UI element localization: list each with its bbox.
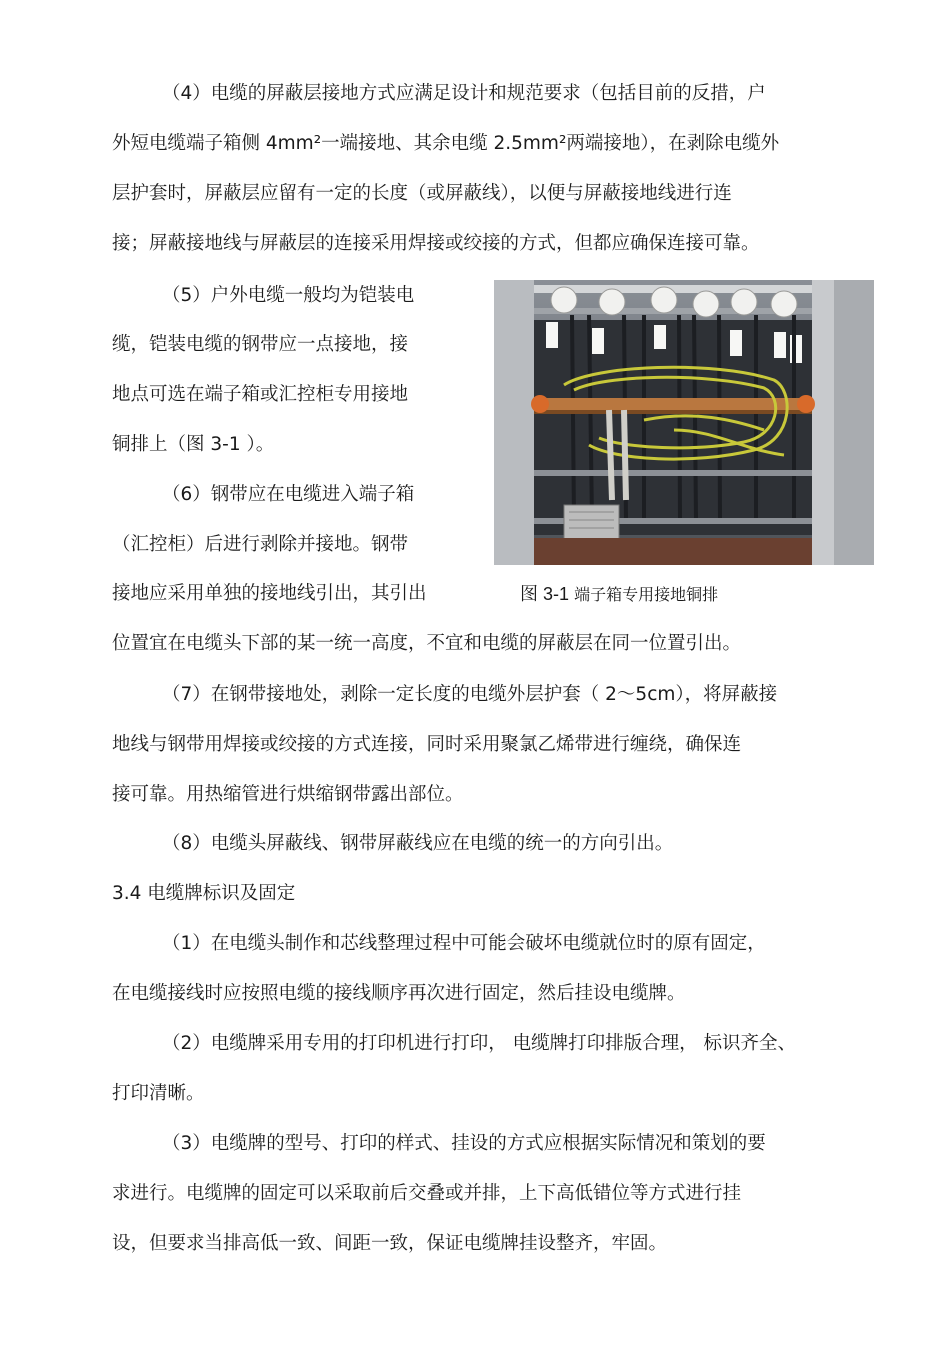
para4-line4: 接；屏蔽接地线与屏蔽层的连接采用焊接或绞接的方式，但都应确保连接可靠。 (112, 233, 760, 254)
s3-line2: 求进行。电缆牌的固定可以采取前后交叠或并排，上下高低错位等方式进行挂 (112, 1183, 742, 1204)
figure-caption-text: 端子箱专用接地铜排 (574, 585, 719, 604)
para4-line1: （4）电缆的屏蔽层接地方式应满足设计和规范要求（包括目前的反措，户 (162, 83, 766, 104)
para6-line4: 位置宜在电缆头下部的某一统一高度，不宜和电缆的屏蔽层在同一位置引出。 (112, 633, 742, 654)
para6-line1: （6）钢带应在电缆进入端子箱 (162, 484, 415, 505)
s3-line3: 设，但要求当排高低一致、间距一致，保证电缆牌挂设整齐，牢固。 (112, 1233, 668, 1254)
figure-number: 图 3-1 (520, 584, 570, 604)
para6-line2: （汇控柜）后进行剥除并接地。钢带 (112, 534, 409, 555)
s2-line2: 打印清晰。 (112, 1083, 205, 1104)
para5-line1: （5）户外电缆一般均为铠装电 (162, 285, 415, 306)
figure-caption (520, 583, 718, 606)
para8-line1: （8）电缆头屏蔽线、钢带屏蔽线应在电缆的统一的方向引出。 (162, 833, 674, 854)
para5-line2: 缆，铠装电缆的钢带应一点接地，接 (112, 334, 409, 355)
section-heading: 3.4 电缆牌标识及固定 (112, 883, 296, 904)
para4-line3: 层护套时，屏蔽层应留有一定的长度（或屏蔽线），以便与屏蔽接地线进行连 (112, 183, 732, 204)
s2-line1: （2）电缆牌采用专用的打印机进行打印， 电缆牌打印排版合理， 标识齐全、 (162, 1033, 797, 1054)
terminal-box-photo (494, 280, 874, 565)
para5-line3: 地点可选在端子箱或汇控柜专用接地 (112, 384, 409, 405)
para7-line2: 地线与钢带用焊接或绞接的方式连接，同时采用聚氯乙烯带进行缠绕，确保连 (112, 734, 742, 755)
s1-line2: 在电缆接线时应按照电缆的接线顺序再次进行固定，然后挂设电缆牌。 (112, 983, 686, 1004)
s1-line1: （1）在电缆头制作和芯线整理过程中可能会破坏电缆就位时的原有固定， (162, 933, 766, 954)
para7-line1: （7）在钢带接地处，剥除一定长度的电缆外层护套（ 2～5cm），将屏蔽接 (162, 684, 778, 705)
s3-line1: （3）电缆牌的型号、打印的样式、挂设的方式应根据实际情况和策划的要 (162, 1133, 766, 1154)
para4-line2: 外短电缆端子箱侧 4mm²一端接地、其余电缆 2.5mm²两端接地），在剥除电缆外 (112, 133, 780, 154)
para6-line3: 接地应采用单独的接地线引出，其引出 (112, 583, 427, 604)
para7-line3: 接可靠。用热缩管进行烘缩钢带露出部位。 (112, 784, 464, 805)
para5-line4: 铜排上（图 3-1 ）。 (112, 434, 275, 455)
